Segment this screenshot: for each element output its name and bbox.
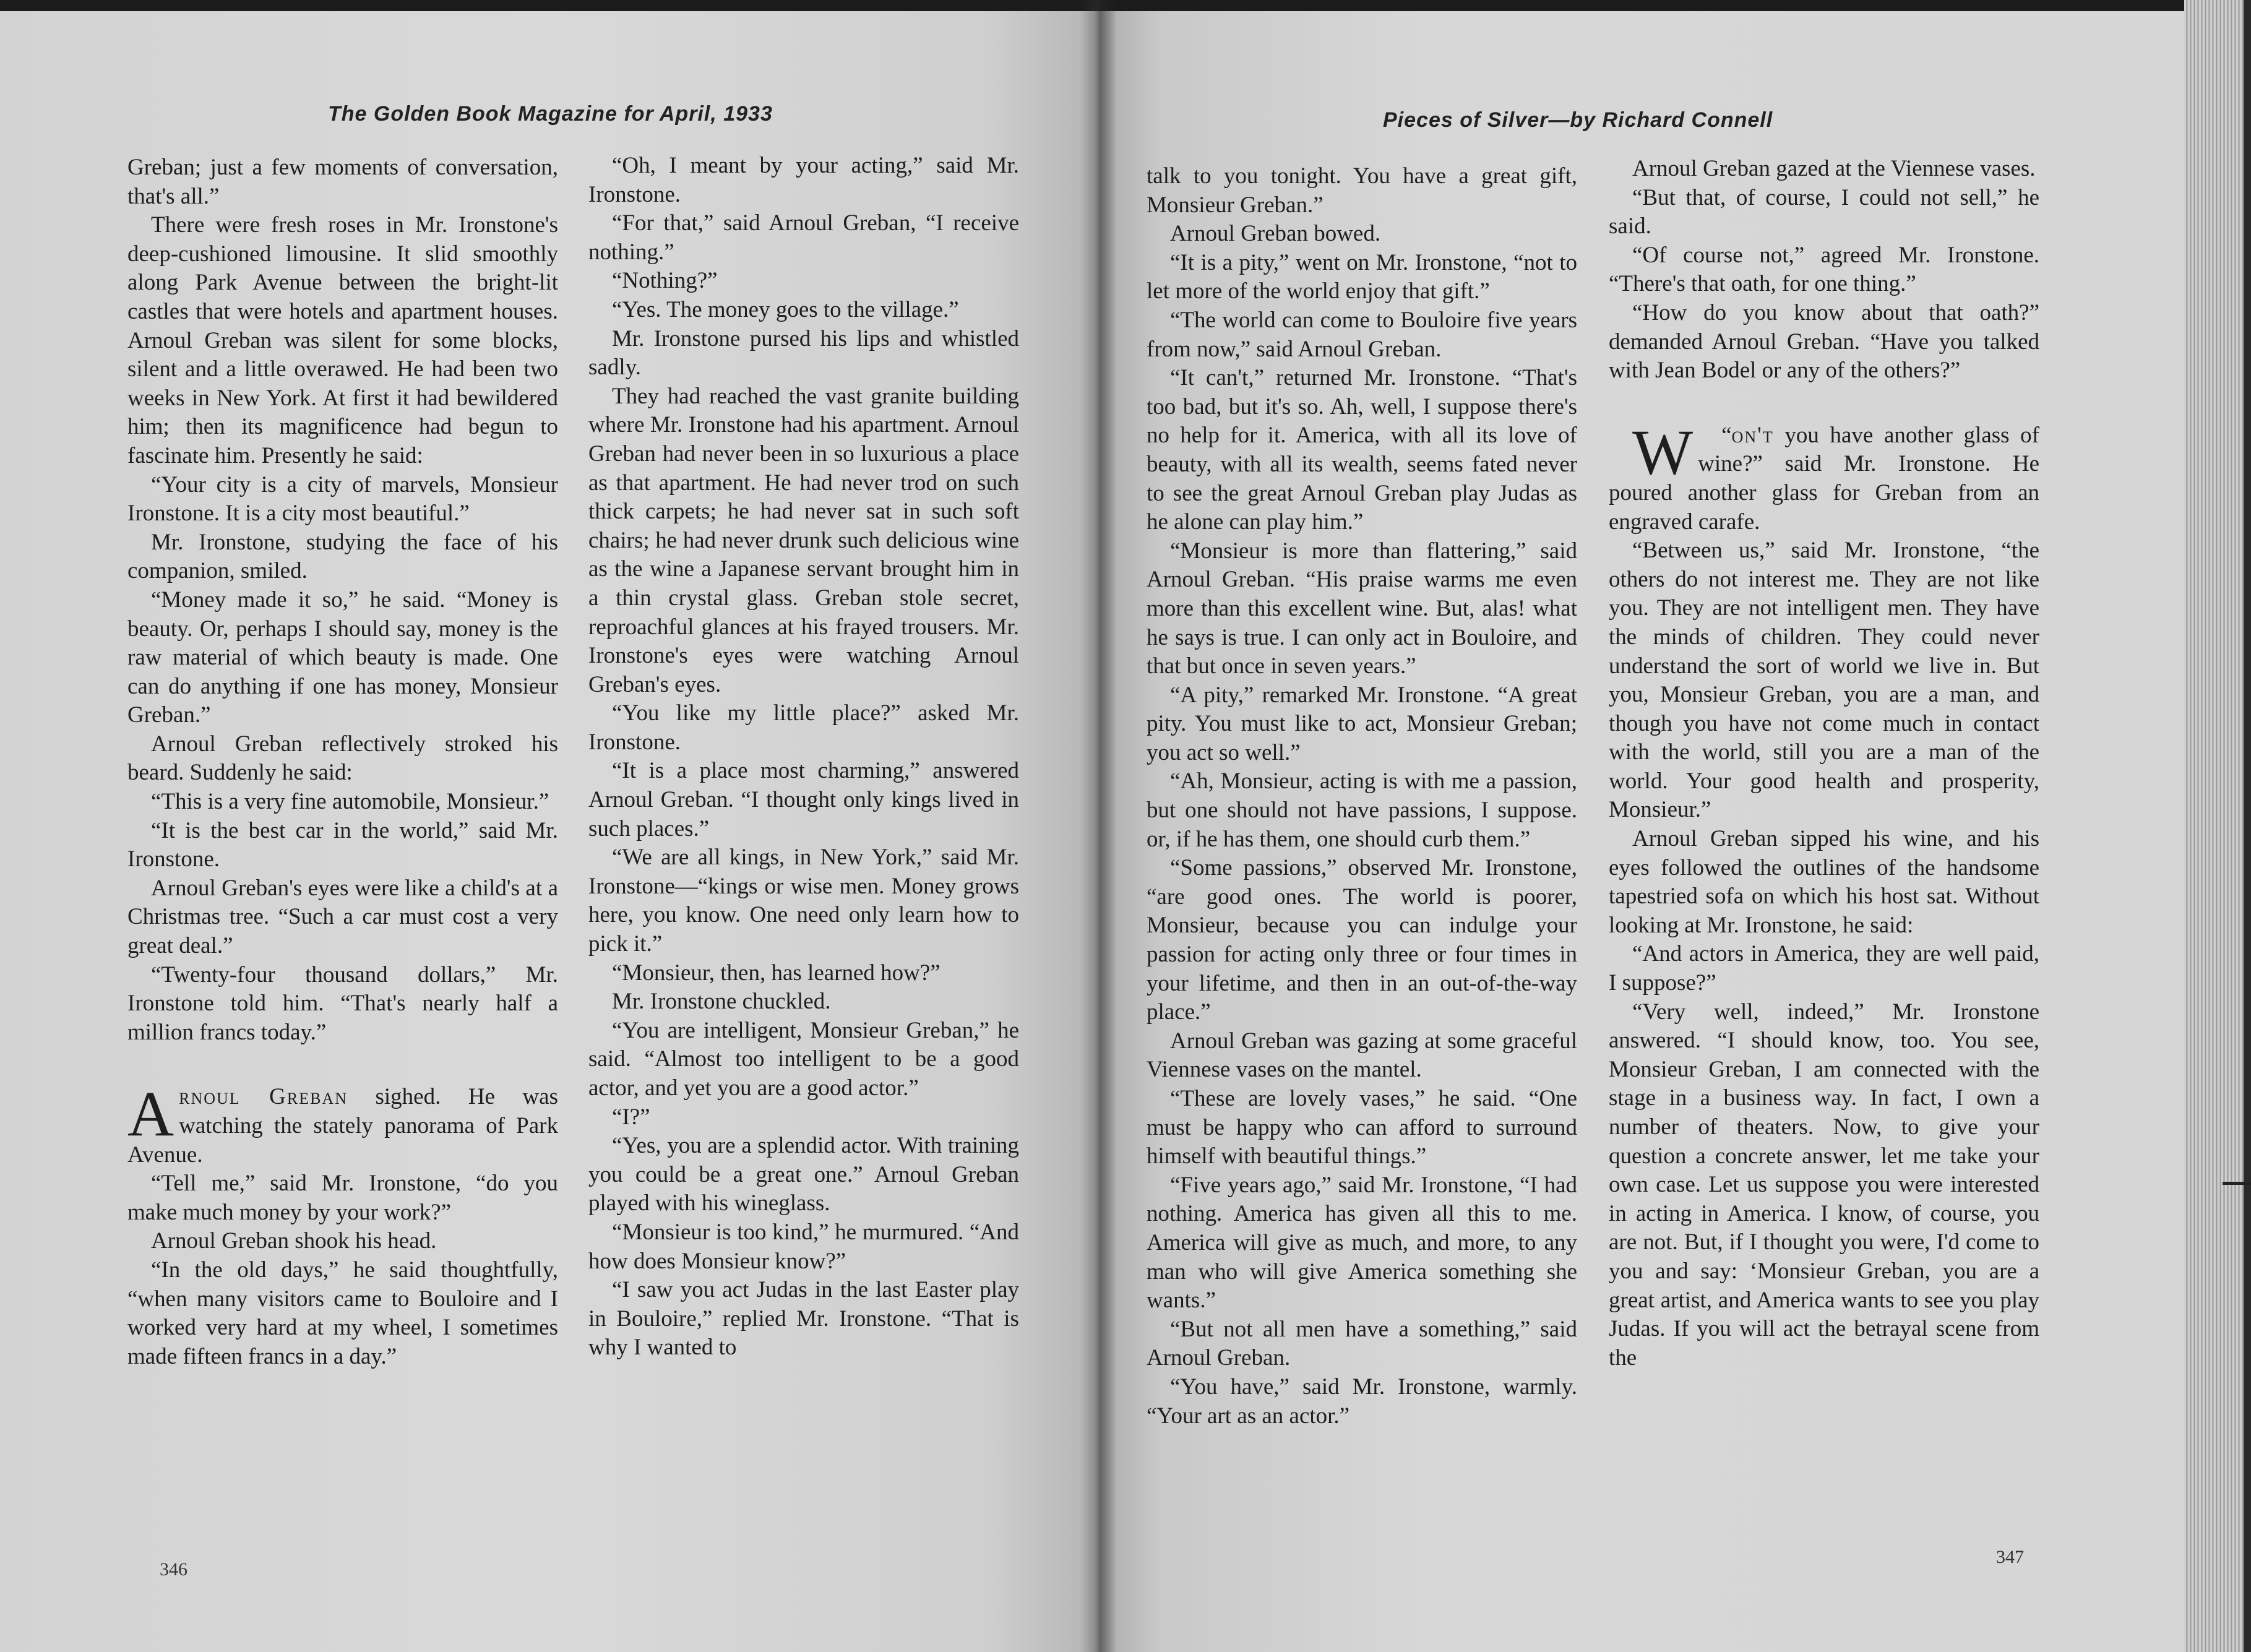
paragraph: There were fresh roses in Mr. Ironstone's deep-cushioned limousine. It slid smoothly along Park Avenue between the bright-lit castles that were hotels and apartment houses. Arnoul Greban was silent for some blocks, silent and a little overawed. He had been two weeks in New York. At first it had bewildered him; then its magnificence had begun to fascinate him. Presently he said: (127, 212, 558, 468)
paragraph: “Your city is a city of marvels, Monsieur Ironstone. It is a city most beautiful.” (127, 471, 558, 527)
paragraph: “It can't,” returned Mr. Ironstone. “That's too bad, but it's so. Ah, well, I suppose there's no help for it. America, with all its love of beauty, with all its wealth, seems fated never to see the great Arnoul Greban play Judas as he alone can play him.” (1147, 365, 1577, 535)
paragraph: “But that, of course, I could not sell,” he said. (1609, 184, 2039, 239)
running-head-right: Pieces of Silver—by Richard Connell (1383, 108, 1773, 132)
book-spine-shadow (1080, 0, 1117, 1652)
paragraph: Arnoul Greban's eyes were like a child's at a Christmas tree. “Such a car must cost a very great deal.” (127, 875, 558, 959)
paragraph: “In the old days,” he said thoughtfully, “when many visitors came to Bouloire and I worked very hard at my wheel, I sometimes made fifteen francs in a day.” (127, 1257, 558, 1369)
paragraph: “You are intelligent, Monsieur Greban,” he said. “Almost too intelligent to be a good actor, and yet you are a good actor.” (588, 1017, 1019, 1101)
drop-cap: A (127, 1078, 174, 1150)
paragraph: “Twenty-four thousand dollars,” Mr. Ironstone told him. “That's nearly half a million francs today.” (127, 962, 558, 1045)
paragraph: “We are all kings, in New York,” said Mr. Ironstone—“kings or wise men. Money grows here, you know. One need only learn how to pick it.” (588, 845, 1019, 957)
paragraph: talk to you tonight. You have a great gift, Monsieur Greban.” (1147, 163, 1577, 218)
paragraph: “Very well, indeed,” Mr. Ironstone answered. “I should know, too. You see, Monsieur Greban, I am connected with the stage in a business way. In fact, I own a number of theaters. Now, to give your question a concrete answer, let me take your own case. Let us suppose you were interested in acting in America. I know, of course, you are not. But, if I thought you were, I'd come to you and say: ‘Monsieur Greban, you are a great artist, and America wants to see you play Judas. If you will act the betrayal scene from the (1609, 999, 2039, 1370)
paragraph: Arnoul Greban bowed. (1170, 221, 1381, 247)
paragraph: “Yes. The money goes to the village.” (612, 296, 959, 322)
paragraph: “And actors in America, they are well paid, I suppose?” (1609, 941, 2039, 996)
paragraph: “These are lovely vases,” he said. “One must be happy who can afford to surround himself with beautiful things.” (1147, 1086, 1577, 1169)
paragraph: “Tell me,” said Mr. Ironstone, “do you make much money by your work?” (127, 1171, 558, 1225)
small-caps-lead: on't (1731, 422, 1774, 448)
drop-cap: W (1632, 416, 1694, 488)
paragraph: “The world can come to Bouloire five years from now,” said Arnoul Greban. (1147, 307, 1577, 362)
paragraph: “Money made it so,” he said. “Money is beauty. Or, perhaps I should say, money is the raw material of which beauty is made. One can do anything if one has money, Monsieur Greban.” (127, 587, 558, 728)
paragraph: Mr. Ironstone chuckled. (612, 989, 831, 1015)
opening-quote: “ (1721, 422, 1732, 448)
paragraph: “Ah, Monsieur, acting is with me a passion, but one should not have passions, I suppose. or, if he has them, one should curb them.” (1147, 768, 1577, 852)
paragraph: Mr. Ironstone pursed his lips and whistled sadly. (588, 325, 1019, 381)
paragraph: “How do you know about that oath?” demanded Arnoul Greban. “Have you talked with Jean Bodel or any of the others?” (1609, 299, 2039, 384)
paragraph: “Monsieur is too kind,” he murmured. “And how does Monsieur know?” (588, 1219, 1019, 1274)
paragraph: Mr. Ironstone, studying the face of his companion, smiled. (127, 529, 558, 584)
text-column-3 (1147, 162, 1577, 1430)
paragraph: “It is a pity,” went on Mr. Ironstone, “not to let more of the world enjoy that gift.” (1147, 249, 1577, 304)
paragraph: “A pity,” remarked Mr. Ironstone. “A great pity. You must like to act, Monsieur Greban; you act so well.” (1147, 682, 1577, 765)
paragraph: Arnoul Greban reflectively stroked his beard. Suddenly he said: (127, 731, 558, 786)
paragraph: “Of course not,” agreed Mr. Ironstone. “There's that oath, for one thing.” (1609, 242, 2039, 297)
paragraph: “I?” (612, 1104, 650, 1130)
paragraph: Arnoul Greban shook his head. (151, 1228, 437, 1254)
paragraph-text: you have another glass of wine?” said Mr. Ironstone. He poured another glass for Greban from an engraved carafe. (1609, 422, 2039, 535)
section-opening-paragraph (127, 1078, 558, 1169)
paragraph: “Monsieur, then, has learned how?” (612, 960, 940, 986)
text-column-1 (127, 153, 558, 1371)
text-column-2 (588, 152, 1019, 1362)
paragraph: “For that,” said Arnoul Greban, “I receive nothing.” (588, 210, 1019, 265)
page-edges (2184, 0, 2251, 1652)
paragraph: “Yes, you are a splendid actor. With training you could be a great one.” Arnoul Greban played with his wineglass. (588, 1133, 1019, 1216)
paragraph: “It is the best car in the world,” said Mr. Ironstone. (127, 817, 558, 872)
page-edge-mark (2223, 1182, 2251, 1185)
page-number-left: 346 (160, 1559, 187, 1580)
paragraph: “But not all men have a something,” said Arnoul Greban. (1147, 1316, 1577, 1371)
small-caps-lead: rnoul Greban (179, 1084, 348, 1110)
paragraph: “This is a very fine automobile, Monsieur.” (151, 789, 549, 815)
paragraph: “I saw you act Judas in the last Easter play in Bouloire,” replied Mr. Ironstone. “That is why I wanted to (588, 1277, 1019, 1361)
paragraph: They had reached the vast granite building where Mr. Ironstone had his apartment. Arnoul Greban had never been in so luxurious a place as that apartment. He had never trod on such thick carpets; he had never sat in such soft chairs; he had never drunk such delicious wine as the wine a Japanese servant brought him in a thin crystal glass. Greban stole secret, reproachful glances at his frayed trousers. Mr. Ironstone's eyes were watching Arnoul Greban's eyes. (588, 383, 1019, 697)
paragraph: Arnoul Greban was gazing at some graceful Viennese vases on the mantel. (1147, 1028, 1577, 1083)
paragraph: Arnoul Greban gazed at the Viennese vases. (1632, 156, 2036, 181)
paragraph: “Some passions,” observed Mr. Ironstone, “are good ones. The world is poorer, Monsieur, because you can indulge your passion for acting only three or four times in your lifetime, and then in an out-of-the-way place.” (1147, 855, 1577, 1025)
section-break (1609, 385, 2039, 421)
paragraph: “Nothing?” (612, 268, 718, 294)
running-head-left: The Golden Book Magazine for April, 1933 (328, 102, 773, 126)
paragraph-text: sighed. He was watching the stately panorama of Park Avenue. (127, 1084, 558, 1168)
paragraph: Arnoul Greban sipped his wine, and his eyes followed the outlines of the handsome tapestried sofa on which his host sat. Without looking at Mr. Ironstone, he said: (1609, 826, 2039, 938)
paragraph: “Oh, I meant by your acting,” said Mr. Ironstone. (588, 153, 1019, 207)
paragraph: “Between us,” said Mr. Ironstone, “the others do not interest me. They are not like you. They are not intelligent men. They have the minds of children. They could never understand the sort of world we live in. But you, Monsieur Greban, you are a man, and though you have not come much in contact with the world, still you are a man of the world. Your good health and prosperity, Monsieur.” (1609, 538, 2039, 823)
paragraph: “You have,” said Mr. Ironstone, warmly. “Your art as an actor.” (1147, 1374, 1577, 1429)
paragraph: “It is a place most charming,” answered Arnoul Greban. “I thought only kings lived in such places.” (588, 758, 1019, 841)
paragraph: “Five years ago,” said Mr. Ironstone, “I had nothing. America has given all this to me. America will give as much, and more, to any man who will give America something she wants.” (1147, 1172, 1577, 1314)
paragraph: “You like my little place?” asked Mr. Ironstone. (588, 700, 1019, 755)
page-number-right: 347 (1996, 1547, 2024, 1567)
paragraph: Greban; just a few moments of conversation, that's all.” (127, 155, 558, 209)
text-column-4 (1609, 155, 2039, 1372)
paragraph: “Monsieur is more than flattering,” said Arnoul Greban. “His praise warms me even more than this excellent wine. But, alas! what he says is true. I can only act in Bouloire, and that but once in seven years.” (1147, 538, 1577, 679)
section-opening-paragraph (1609, 416, 2039, 536)
section-break (127, 1047, 558, 1083)
